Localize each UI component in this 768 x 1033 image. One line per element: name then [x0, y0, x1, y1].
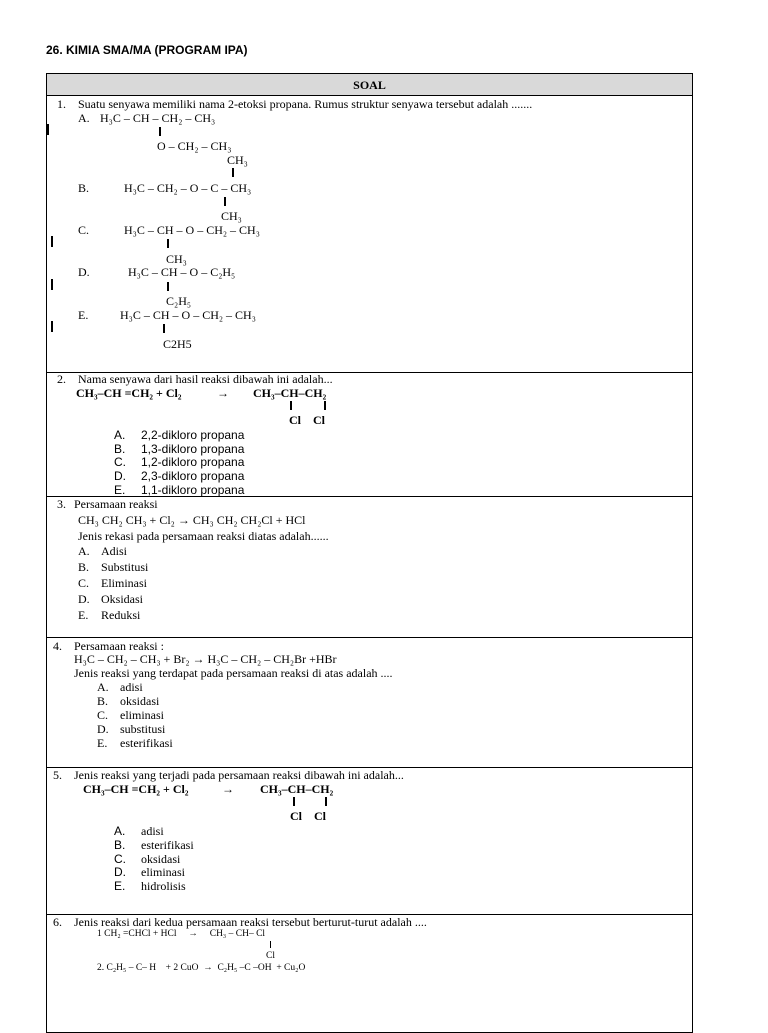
- option-text: adisi: [120, 680, 143, 694]
- question-text: Jenis reaksi yang terjadi pada persamaan reaksi dibawah ini adalah...: [74, 768, 404, 782]
- bond-line: [163, 324, 165, 333]
- option-letter: C.: [114, 455, 126, 469]
- reaction-equation-2: 2. C₂H₅ – C– H + 2 CuO → C₂H₅ –C –OH + Cu₂O: [97, 963, 306, 973]
- reaction-substituent: Cl: [266, 951, 275, 961]
- option-text: substitusi: [120, 722, 166, 736]
- option-text: oksidasi: [141, 852, 181, 866]
- product-chain: CH₃–CH–CH₂: [260, 782, 334, 796]
- question-text: Suatu senyawa memiliki nama 2-etoksi propana. Rumus struktur senyawa tersebut adalah .......: [78, 97, 533, 111]
- structure-branch-bottom: CH₃: [166, 252, 187, 266]
- option-text: esterifikasi: [141, 838, 194, 852]
- question-prompt: Jenis reaksi yang terdapat pada persamaan reaksi di atas adalah ....: [74, 666, 393, 680]
- option-letter: E.: [114, 483, 126, 497]
- option-text: oksidasi: [120, 694, 160, 708]
- option-text: 1,3-dikloro propana: [141, 442, 245, 456]
- bond-line: [159, 127, 161, 136]
- question-text: Jenis reaksi dari kedua persamaan reaksi tersebut berturut-turut adalah ....: [74, 915, 427, 929]
- question-number: 3.: [57, 497, 66, 511]
- option-letter: B.: [78, 181, 90, 195]
- margin-mark: [47, 124, 49, 135]
- structure-main-chain: H₃C – CH – CH₂ – CH₃: [100, 111, 216, 125]
- page-title: 26. KIMIA SMA/MA (PROGRAM IPA): [46, 43, 248, 57]
- structure-branch-bottom: CH₃: [221, 209, 242, 223]
- bond-line: [232, 168, 234, 177]
- option-letter: B.: [114, 442, 126, 456]
- question-number: 5.: [53, 768, 62, 782]
- option-letter: B.: [78, 560, 90, 574]
- option-letter: A.: [114, 428, 126, 442]
- product-substituents: Cl Cl: [290, 809, 326, 823]
- option-text: Eliminasi: [101, 576, 147, 590]
- option-letter: E.: [78, 608, 89, 622]
- question-text: Nama senyawa dari hasil reaksi dibawah ini adalah...: [78, 372, 333, 386]
- question-text: Persamaan reaksi :: [74, 639, 164, 653]
- option-letter: C.: [78, 223, 90, 237]
- option-letter: A.: [78, 111, 90, 125]
- structure-main-chain: H₃C – CH – O – C₂H₅: [128, 265, 236, 279]
- option-text: hidrolisis: [141, 879, 186, 893]
- product-substituents: Cl Cl: [289, 413, 325, 427]
- margin-mark: [51, 236, 53, 247]
- option-letter: D.: [114, 469, 126, 483]
- option-text: Oksidasi: [101, 592, 143, 606]
- option-text: 2,2-dikloro propana: [141, 428, 245, 442]
- option-text: Adisi: [101, 544, 128, 558]
- option-text: 1,2-dikloro propana: [141, 455, 245, 469]
- option-letter: A.: [97, 680, 109, 694]
- structure-branch-bottom: C₂H₅: [166, 294, 192, 308]
- question-number: 4.: [53, 639, 62, 653]
- question-number: 1.: [57, 97, 66, 111]
- option-text: eliminasi: [141, 865, 185, 879]
- reactant-equation: CH₃–CH =CH₂ + Cl₂: [83, 782, 189, 796]
- reaction-equation-1: 1 CH₂ =CHCl + HCl → CH₃ – CH– Cl: [97, 929, 266, 939]
- option-text: 1,1-dikloro propana: [141, 483, 245, 497]
- bond-line: [167, 282, 169, 291]
- product-chain: CH₃–CH–CH₂: [253, 386, 327, 400]
- option-text: esterifikasi: [120, 736, 173, 750]
- margin-mark: [51, 321, 53, 332]
- option-letter: B.: [114, 838, 126, 852]
- bond-line: [290, 401, 292, 410]
- question-prompt: Jenis rekasi pada persamaan reaksi diatas adalah......: [78, 529, 329, 543]
- structure-branch-bottom: C2H5: [163, 337, 192, 351]
- option-text: Substitusi: [101, 560, 149, 574]
- structure-main-chain: H₃C – CH₂ – O – C – CH₃: [124, 181, 252, 195]
- option-letter: C.: [78, 576, 90, 590]
- bond-line: [324, 401, 326, 410]
- option-letter: E.: [114, 879, 126, 893]
- structure-branch: O – CH₂ – CH₃: [157, 139, 232, 153]
- reaction-equation: CH₃ CH₂ CH₃ + Cl₂ → CH₃ CH₂ CH₂Cl + HCl: [78, 513, 306, 527]
- table-header: SOAL: [47, 74, 692, 96]
- structure-branch-top: CH₃: [227, 153, 248, 167]
- option-letter: D.: [78, 592, 90, 606]
- option-text: Reduksi: [101, 608, 141, 622]
- bond-line: [224, 197, 226, 206]
- arrow: →: [217, 386, 229, 400]
- option-letter: E.: [78, 308, 89, 322]
- option-text: adisi: [141, 824, 164, 838]
- option-letter: A.: [78, 544, 90, 558]
- option-letter: C.: [114, 852, 126, 866]
- question-number: 2.: [57, 372, 66, 386]
- structure-main-chain: H₃C – CH – O – CH₂ – CH₃: [124, 223, 260, 237]
- bond-line: [167, 239, 169, 248]
- structure-main-chain: H₃C – CH – O – CH₂ – CH₃: [120, 308, 256, 322]
- question-text: Persamaan reaksi: [74, 497, 158, 511]
- option-letter: A.: [114, 824, 126, 838]
- margin-mark: [51, 279, 53, 290]
- reactant-equation: CH₃–CH =CH₂ + Cl₂: [76, 386, 182, 400]
- option-letter: E.: [97, 736, 108, 750]
- bond-line: [293, 797, 295, 806]
- arrow: →: [222, 782, 234, 796]
- reaction-equation: H₃C – CH₂ – CH₃ + Br₂ → H₃C – CH₂ – CH₂Br +HBr: [74, 652, 337, 666]
- option-letter: D.: [97, 722, 109, 736]
- bond-line: [270, 941, 271, 948]
- option-text: 2,3-dikloro propana: [141, 469, 245, 483]
- option-letter: C.: [97, 708, 109, 722]
- row-divider: [47, 637, 692, 638]
- bond-line: [325, 797, 327, 806]
- option-letter: B.: [97, 694, 109, 708]
- option-letter: D.: [78, 265, 90, 279]
- question-number: 6.: [53, 915, 62, 929]
- option-text: eliminasi: [120, 708, 164, 722]
- option-letter: D.: [114, 865, 126, 879]
